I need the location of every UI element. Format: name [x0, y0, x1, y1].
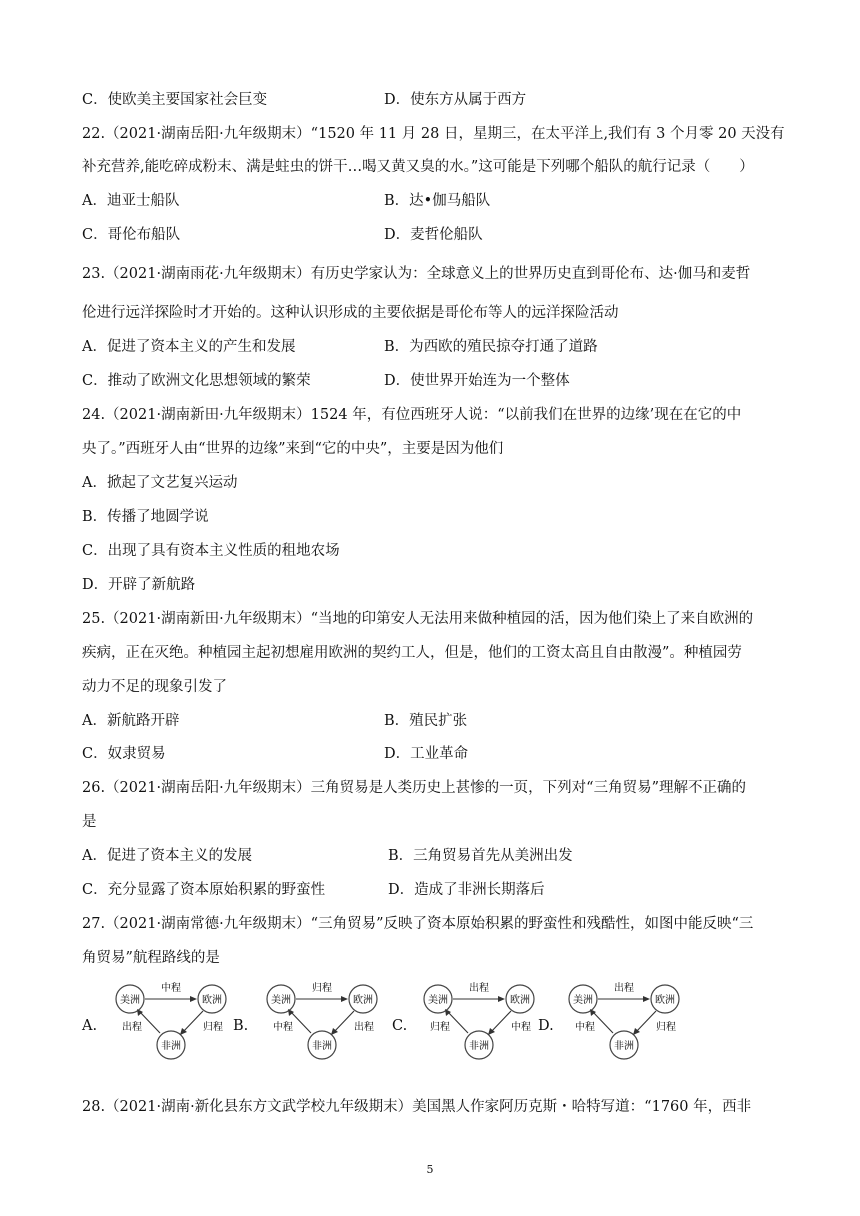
arrow-head-icon — [498, 996, 505, 1002]
q26-option-d: D．造成了非洲长期落后 — [388, 882, 545, 898]
triangle-diagram-a — [116, 981, 226, 1059]
route-africa-to-america — [139, 1011, 160, 1033]
node-america-text: 美洲 — [428, 995, 448, 1006]
triangle-diagram-c — [424, 981, 534, 1059]
route-label-top: 中程 — [161, 983, 181, 994]
q26-option-b: B．三角贸易首先从美洲出发 — [388, 848, 573, 864]
page-number: 5 — [426, 1163, 434, 1176]
diagram-d — [563, 978, 689, 1064]
question-26-line1: 26.（2021·湖南岳阳·九年级期末）三角贸易是人类历史上甚惨的一页，下列对“三角贸易”理解不正确的 — [82, 780, 747, 796]
q24-option-c: C．出现了具有资本主义性质的租地农场 — [82, 543, 340, 559]
diagram-c — [418, 978, 544, 1064]
route-label-right: 中程 — [511, 1022, 531, 1033]
q23-option-a: A．促进了资本主义的产生和发展 — [82, 339, 296, 355]
q25-option-d: D．工业革命 — [384, 746, 469, 762]
route-label-top: 出程 — [469, 983, 489, 994]
triangle-diagram-b — [267, 981, 377, 1059]
question-23-line2: 伦进行远洋探险时才开始的。这种认识形成的主要依据是哥伦布等人的远洋探险活动 — [82, 305, 619, 321]
route-europe-to-africa — [490, 1011, 511, 1033]
option-d: D．使东方从属于西方 — [384, 92, 527, 108]
arrow-head-icon — [190, 996, 197, 1002]
node-africa-text: 非洲 — [312, 1041, 332, 1052]
route-europe-to-africa — [182, 1011, 203, 1033]
question-22-line2: 补充营养,能吃碎成粉末、满是蛀虫的饼干…喝又黄又臭的水。”这可能是下列哪个船队的航行记录（ ） — [82, 159, 754, 175]
node-america-text: 美洲 — [271, 995, 291, 1006]
q26-option-c: C．充分显露了资本原始积累的野蛮性 — [82, 882, 326, 898]
q24-option-d: D．开辟了新航路 — [82, 577, 196, 593]
route-europe-to-africa — [333, 1011, 354, 1033]
option-c: C．使欧美主要国家社会巨变 — [82, 92, 268, 108]
route-africa-to-america — [592, 1011, 613, 1033]
question-27-line2: 角贸易”航程路线的是 — [82, 950, 220, 966]
q25-option-b: B．殖民扩张 — [384, 713, 468, 729]
diagram-d-label: D. — [538, 1018, 554, 1034]
question-24-line2: 央了。”西班牙人由“世界的边缘”来到“它的中央”，主要是因为他们 — [82, 441, 504, 457]
question-28-line1: 28.（2021·湖南·新化县东方文武学校九年级期末）美国黑人作家阿历克斯・哈特写道：“1760 年，西非 — [82, 1099, 752, 1115]
node-europe-text: 欧洲 — [510, 995, 530, 1006]
question-27-line1: 27.（2021·湖南常德·九年级期末）“三角贸易”反映了资本原始积累的野蛮性和残酷性，如图中能反映“三 — [82, 916, 754, 932]
q23-option-c: C．推动了欧洲文化思想领域的繁荣 — [82, 373, 311, 389]
node-africa-text: 非洲 — [469, 1041, 489, 1052]
q25-option-c: C．奴隶贸易 — [82, 746, 166, 762]
diagram-c-label: C. — [392, 1018, 408, 1034]
q24-option-a: A．掀起了文艺复兴运动 — [82, 475, 238, 491]
arrow-head-icon — [643, 996, 650, 1002]
route-africa-to-america — [447, 1011, 468, 1033]
question-24-line1: 24.（2021·湖南新田·九年级期末）1524 年，有位西班牙人说：“以前我们在世界的边缘’现在在它的中 — [82, 407, 742, 423]
route-label-right: 归程 — [203, 1022, 223, 1033]
triangle-diagram-d — [569, 981, 679, 1059]
route-label-left: 中程 — [273, 1022, 293, 1033]
question-25-line1: 25.（2021·湖南新田·九年级期末）“当地的印第安人无法用来做种植园的活，因为他们染上了来自欧洲的 — [82, 611, 754, 627]
diagram-a — [110, 978, 236, 1064]
diagram-a-label: A. — [82, 1018, 98, 1034]
route-europe-to-africa — [635, 1011, 656, 1033]
route-label-left: 中程 — [575, 1022, 595, 1033]
route-label-left: 归程 — [430, 1022, 450, 1033]
node-europe-text: 欧洲 — [655, 995, 675, 1006]
q22-option-c: C．哥伦布船队 — [82, 227, 181, 243]
question-25-line2: 疾病，正在灭绝。种植园主起初想雇用欧洲的契约工人，但是，他们的工资太高且自由散漫”。种植园劳 — [82, 645, 742, 661]
q22-option-a: A．迪亚士船队 — [82, 193, 180, 209]
q23-option-d: D．使世界开始连为一个整体 — [384, 373, 570, 389]
node-africa-text: 非洲 — [614, 1041, 634, 1052]
route-label-right: 出程 — [354, 1022, 374, 1033]
q26-option-a: A．促进了资本主义的发展 — [82, 848, 252, 864]
question-26-line2: 是 — [82, 814, 97, 830]
node-africa-text: 非洲 — [161, 1041, 181, 1052]
node-america-text: 美洲 — [573, 995, 593, 1006]
route-label-left: 出程 — [122, 1022, 142, 1033]
q24-option-b: B．传播了地圆学说 — [82, 509, 209, 525]
question-25-line3: 动力不足的现象引发了 — [82, 679, 227, 695]
q25-option-a: A．新航路开辟 — [82, 713, 180, 729]
route-label-top: 出程 — [614, 983, 634, 994]
diagram-b-label: B. — [233, 1018, 249, 1034]
arrow-head-icon — [341, 996, 348, 1002]
diagram-b — [261, 978, 387, 1064]
node-america-text: 美洲 — [120, 995, 140, 1006]
q22-option-b: B．达•伽马船队 — [384, 193, 491, 209]
q23-option-b: B．为西欧的殖民掠夺打通了道路 — [384, 339, 598, 355]
node-europe-text: 欧洲 — [353, 995, 373, 1006]
q22-option-d: D．麦哲伦船队 — [384, 227, 483, 243]
route-label-top: 归程 — [312, 983, 332, 994]
question-22-line1: 22.（2021·湖南岳阳·九年级期末）“1520 年 11 月 28 日，星期三，在太平洋上,我们有 3 个月零 20 天没有 — [82, 126, 785, 142]
question-23-line1: 23.（2021·湖南雨花·九年级期末）有历史学家认为：全球意义上的世界历史直到哥伦布、达·伽马和麦哲 — [82, 266, 751, 282]
route-africa-to-america — [290, 1011, 311, 1033]
node-europe-text: 欧洲 — [202, 995, 222, 1006]
route-label-right: 归程 — [656, 1022, 676, 1033]
